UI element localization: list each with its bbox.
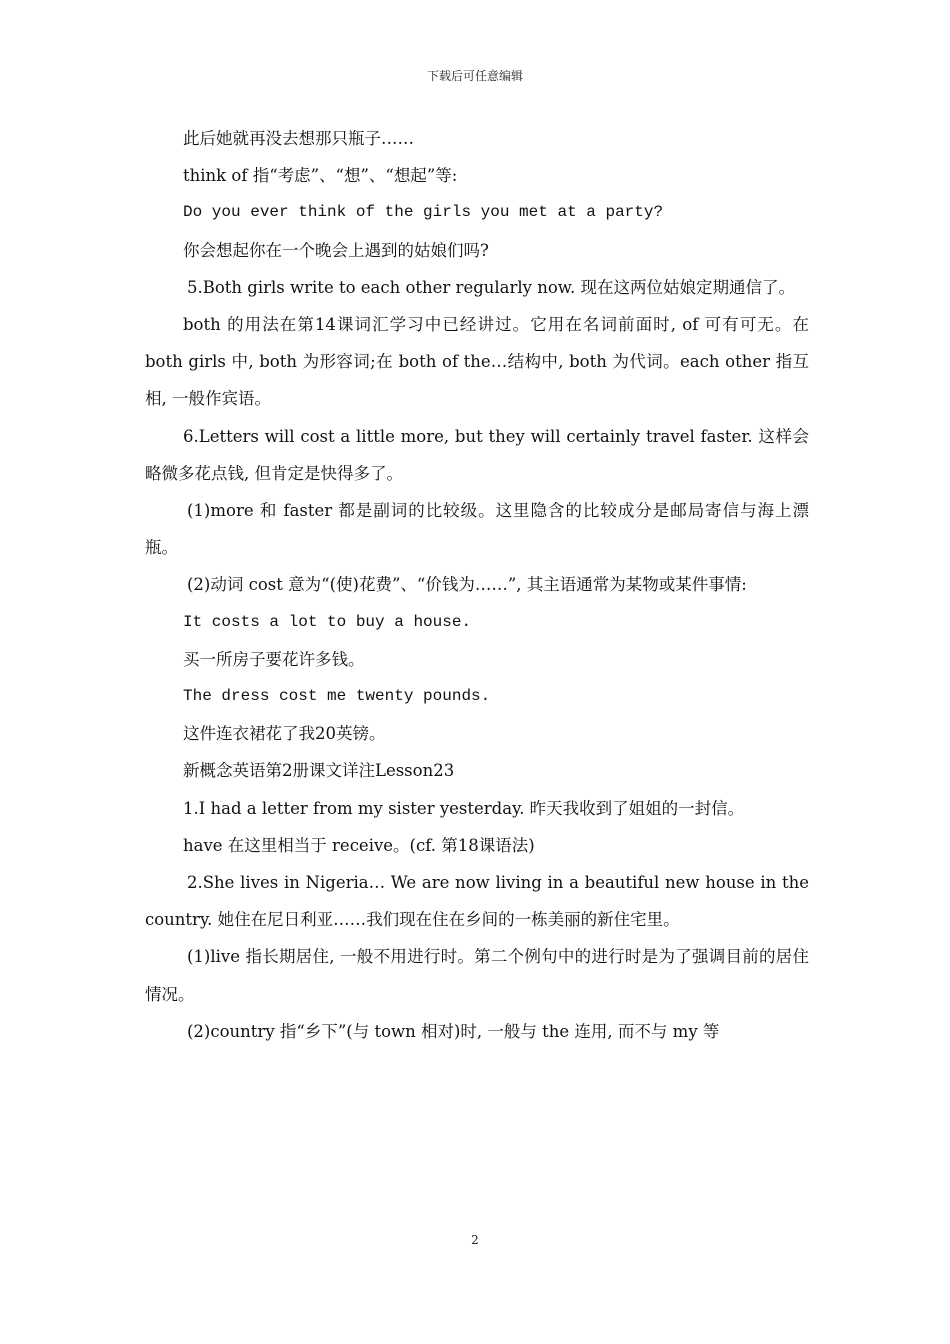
note-2-1: (1)live 指长期居住, 一般不用进行时。第二个例句中的进行时是为了强调目前的居住情况。: [145, 947, 809, 1004]
note-1: 1.I had a letter from my sister yesterday. 昨天我收到了姐姐的一封信。: [183, 798, 745, 818]
paragraph-1: 此后她就再没去想那只瓶子……: [183, 129, 414, 148]
paragraph-have: have 在这里相当于 receive。(cf. 第18课语法): [183, 835, 535, 855]
page-header: 下载后可任意编辑: [426, 69, 523, 83]
paragraph-3: 你会想起你在一个晚会上遇到的姑娘们吗?: [183, 240, 489, 260]
note-6-2: (2)动词 cost 意为“(使)花费”、“价钱为……”, 其主语通常为某物或某件事情:: [187, 575, 747, 595]
example-sentence-1: Do you ever think of the girls you met at a party?: [183, 203, 664, 222]
document-body: [145, 120, 815, 1050]
note-2-2: (2)country 指“乡下”(与 town 相对)时, 一般与 the 连用, 而不与 my 等: [187, 1021, 720, 1041]
paragraph-2: think of 指“考虑”、“想”、“想起”等:: [183, 166, 458, 186]
paragraph-both-usage: both 的用法在第14课词汇学习中已经讲过。它用在名词前面时, of 可有可无。在 both girls 中, both 为形容词;在 both of the…结构中, both 为代词。each other 指互相, 一般作宾语。: [145, 315, 815, 409]
example-sentence-3: The dress cost me twenty pounds.: [183, 687, 491, 706]
note-5: 5.Both girls write to each other regularly now. 现在这两位姑娘定期通信了。: [187, 277, 795, 297]
example-sentence-2: It costs a lot to buy a house.: [183, 612, 472, 631]
translation-2: 买一所房子要花许多钱。: [183, 649, 365, 669]
note-2: 2.She lives in Nigeria… We are now living in a beautiful new house in the country. 她住在尼日利亚……我们现在住在乡间的一栋美丽的新住宅里。: [145, 873, 815, 930]
page-number: 2: [471, 1233, 479, 1247]
section-title-lesson23: 新概念英语第2册课文详注Lesson23: [183, 761, 455, 781]
note-6-1: (1)more 和 faster 都是副词的比较级。这里隐含的比较成分是邮局寄信与海上漂瓶。: [145, 501, 809, 558]
translation-3: 这件连衣裙花了我20英镑。: [183, 724, 386, 744]
note-6: 6.Letters will cost a little more, but they will certainly travel faster. 这样会略微多花点钱, 但肯定是快得多了。: [145, 426, 809, 483]
